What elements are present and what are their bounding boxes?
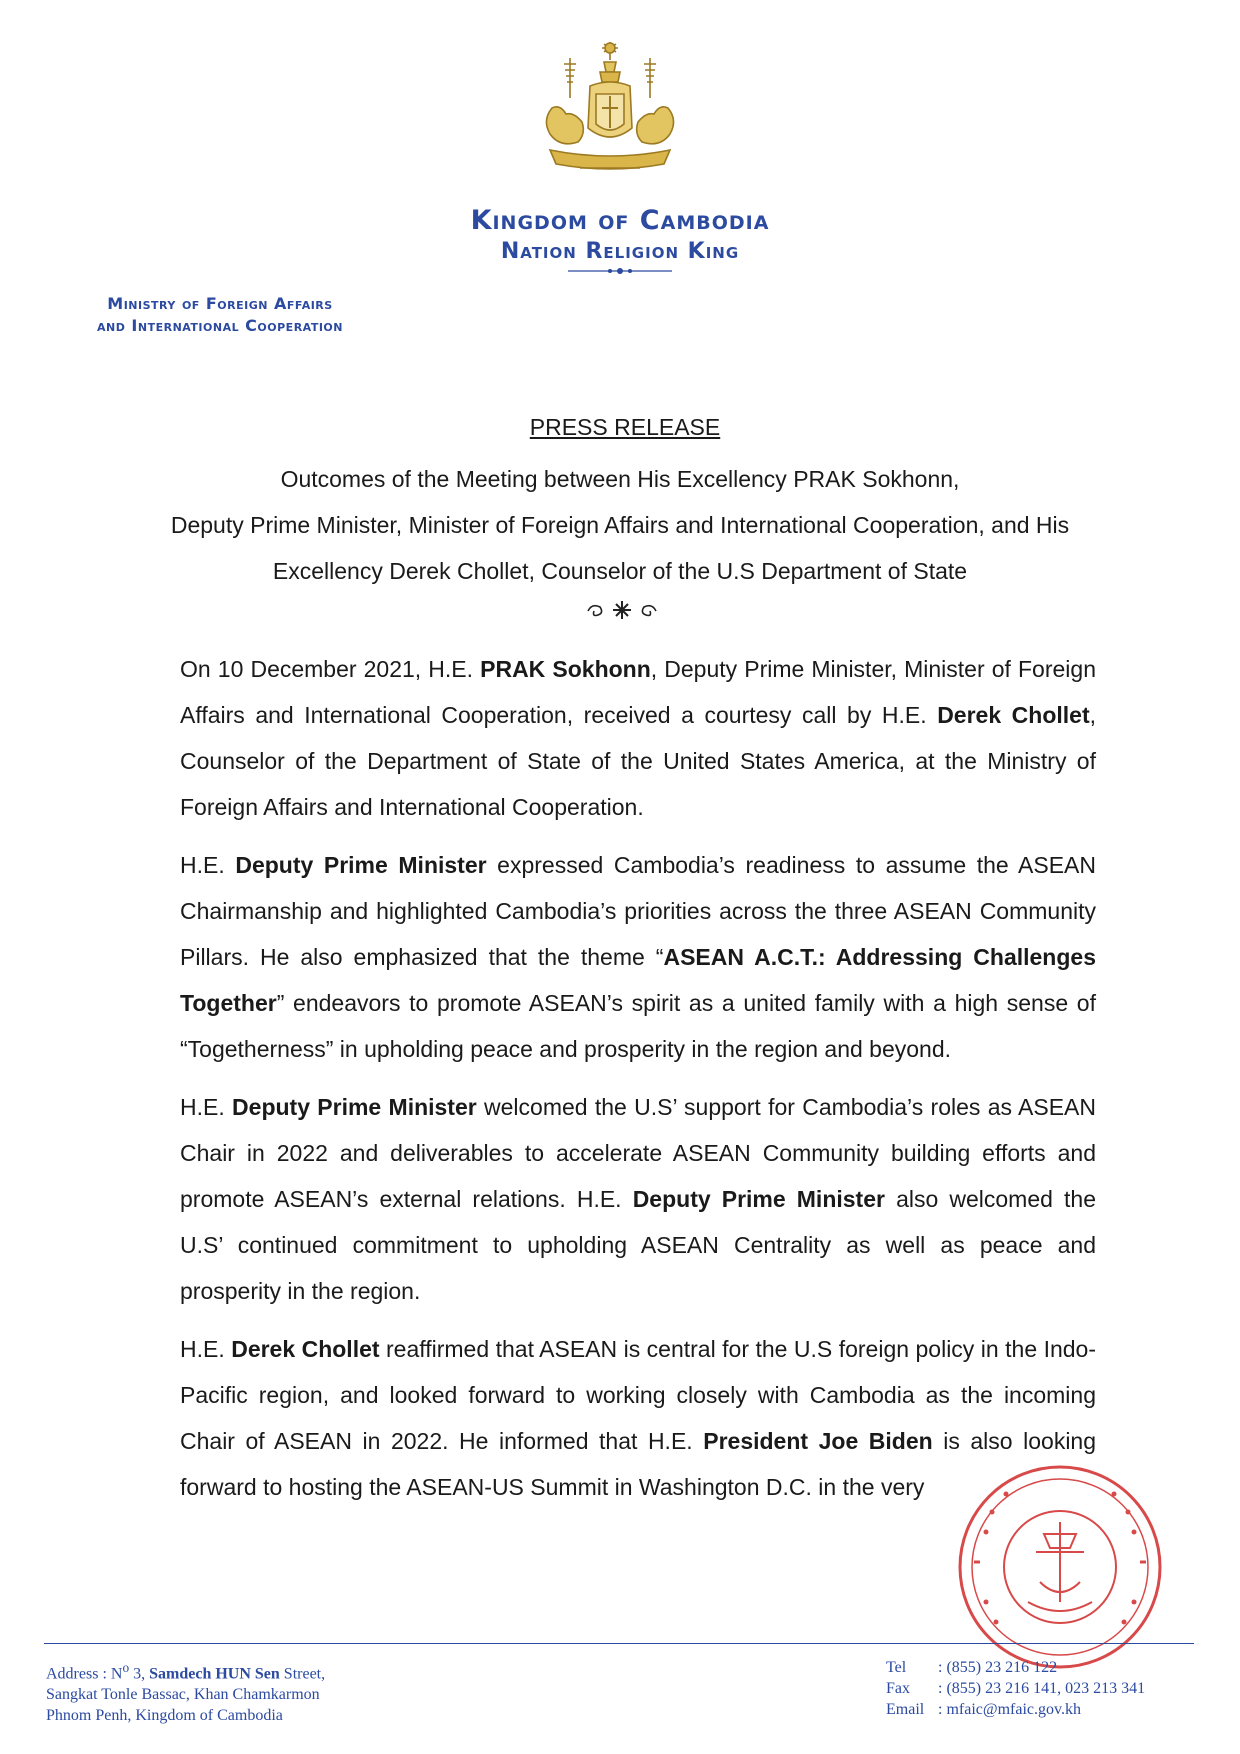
text-run: On 10 December 2021, H.E. bbox=[180, 656, 481, 682]
headline-line-1: Outcomes of the Meeting between His Excellency PRAK Sokhonn, bbox=[280, 466, 960, 492]
paragraph-2 bbox=[180, 842, 1096, 1072]
paragraph-1 bbox=[180, 646, 1096, 830]
ministry-name bbox=[40, 293, 400, 337]
tel-line bbox=[886, 1657, 1145, 1678]
bold-name: Deputy Prime Minister bbox=[632, 1186, 885, 1212]
headline bbox=[140, 456, 1100, 594]
royal-coat-of-arms-emblem bbox=[530, 38, 690, 188]
text-run: H.E. bbox=[180, 852, 236, 878]
headline-line-2: Deputy Prime Minister, Minister of Foreign Affairs and International Cooperation, and His bbox=[170, 512, 1070, 538]
address-line-1 bbox=[46, 1657, 325, 1684]
bold-name: Derek Chollet bbox=[937, 702, 1090, 728]
flower-ornament-icon bbox=[582, 597, 662, 623]
paragraph-3 bbox=[180, 1084, 1096, 1314]
press-release-label: PRESS RELEASE bbox=[529, 414, 721, 440]
bold-name: Derek Chollet bbox=[231, 1336, 380, 1362]
address-street-suffix: Street, bbox=[279, 1665, 326, 1683]
footer-divider bbox=[44, 1643, 1194, 1644]
address-line-3: Phnom Penh, Kingdom of Cambodia bbox=[46, 1707, 283, 1725]
address-number: 3, bbox=[129, 1665, 150, 1683]
fax-line bbox=[886, 1678, 1145, 1699]
ministry-line-2: and International Cooperation bbox=[97, 316, 343, 335]
bold-name: Deputy Prime Minister bbox=[235, 852, 487, 878]
national-motto: Nation Religion King bbox=[500, 239, 740, 264]
address-line-2: Sangkat Tonle Bassac, Khan Chamkarmon bbox=[46, 1686, 320, 1704]
tel-label: Tel bbox=[886, 1659, 907, 1676]
email-line bbox=[886, 1699, 1145, 1720]
email-value[interactable]: : mfaic@mfaic.gov.kh bbox=[938, 1701, 1081, 1718]
text-run: , Deputy Prime Minister, Minister of Foreign Affairs and International Cooperation, received a courtesy call by H.E. bbox=[180, 656, 1096, 728]
footer-address bbox=[46, 1657, 325, 1726]
text-run: is also looking forward to hosting the ASEAN-US Summit in Washington D.C. in the very bbox=[180, 1428, 1097, 1500]
bold-theme: ASEAN A.C.T.: Addressing Challenges Together bbox=[180, 944, 1096, 1016]
footer-contact bbox=[886, 1657, 1145, 1720]
letterhead-country bbox=[0, 204, 1240, 266]
text-run: reaffirmed that ASEAN is central for the U.S foreign policy in the Indo-Pacific region, and looked forward to working closely with Cambodia as the incoming Chair of ASEAN in 2022. He informed that H.E. bbox=[180, 1336, 1097, 1454]
bold-name: Deputy Prime Minister bbox=[232, 1094, 477, 1120]
fax-label: Fax bbox=[886, 1680, 910, 1697]
press-release-body bbox=[180, 646, 1096, 1522]
fax-value: : (855) 23 216 141, 023 213 341 bbox=[938, 1680, 1146, 1697]
text-run: ” endeavors to promote ASEAN’s spirit as a united family with a high sense of “Togetherness” in upholding peace and prosperity in the region and beyond. bbox=[180, 990, 1096, 1062]
country-name: Kingdom of Cambodia bbox=[470, 205, 770, 236]
bold-name: President Joe Biden bbox=[703, 1428, 933, 1454]
email-label: Email bbox=[886, 1701, 925, 1718]
address-number-sign: o bbox=[122, 1660, 130, 1675]
text-run: expressed Cambodia’s readiness to assume the ASEAN Chairmanship and highlighted Cambodia’s priorities across the three ASEAN Community Pillars. He also emphasized that the theme “ bbox=[180, 852, 1096, 970]
headline-line-3: Excellency Derek Chollet, Counselor of the U.S Department of State bbox=[272, 558, 968, 584]
ministry-line-1: Ministry of Foreign Affairs bbox=[107, 294, 333, 313]
address-label: Address : N bbox=[46, 1665, 123, 1683]
text-run: , Counselor of the Department of State of the United States America, at the Ministry of Foreign Affairs and International Cooperation. bbox=[180, 702, 1097, 820]
text-run: H.E. bbox=[180, 1094, 233, 1120]
text-run: H.E. bbox=[180, 1336, 232, 1362]
address-street-name: Samdech HUN Sen bbox=[149, 1665, 280, 1683]
tel-value: : (855) 23 216 122 bbox=[938, 1659, 1058, 1676]
bold-name: PRAK Sokhonn bbox=[480, 656, 651, 682]
official-seal-stamp-icon bbox=[940, 1452, 1180, 1672]
divider-ornament-icon bbox=[568, 265, 672, 277]
text-run: also welcomed the U.S’ continued commitment to upholding ASEAN Centrality as well as peace and prosperity in the region. bbox=[180, 1186, 1096, 1304]
text-run: welcomed the U.S’ support for Cambodia’s roles as ASEAN Chair in 2022 and deliverables to accelerate ASEAN Community building efforts and promote ASEAN’s external relations. H.E. bbox=[180, 1094, 1097, 1212]
